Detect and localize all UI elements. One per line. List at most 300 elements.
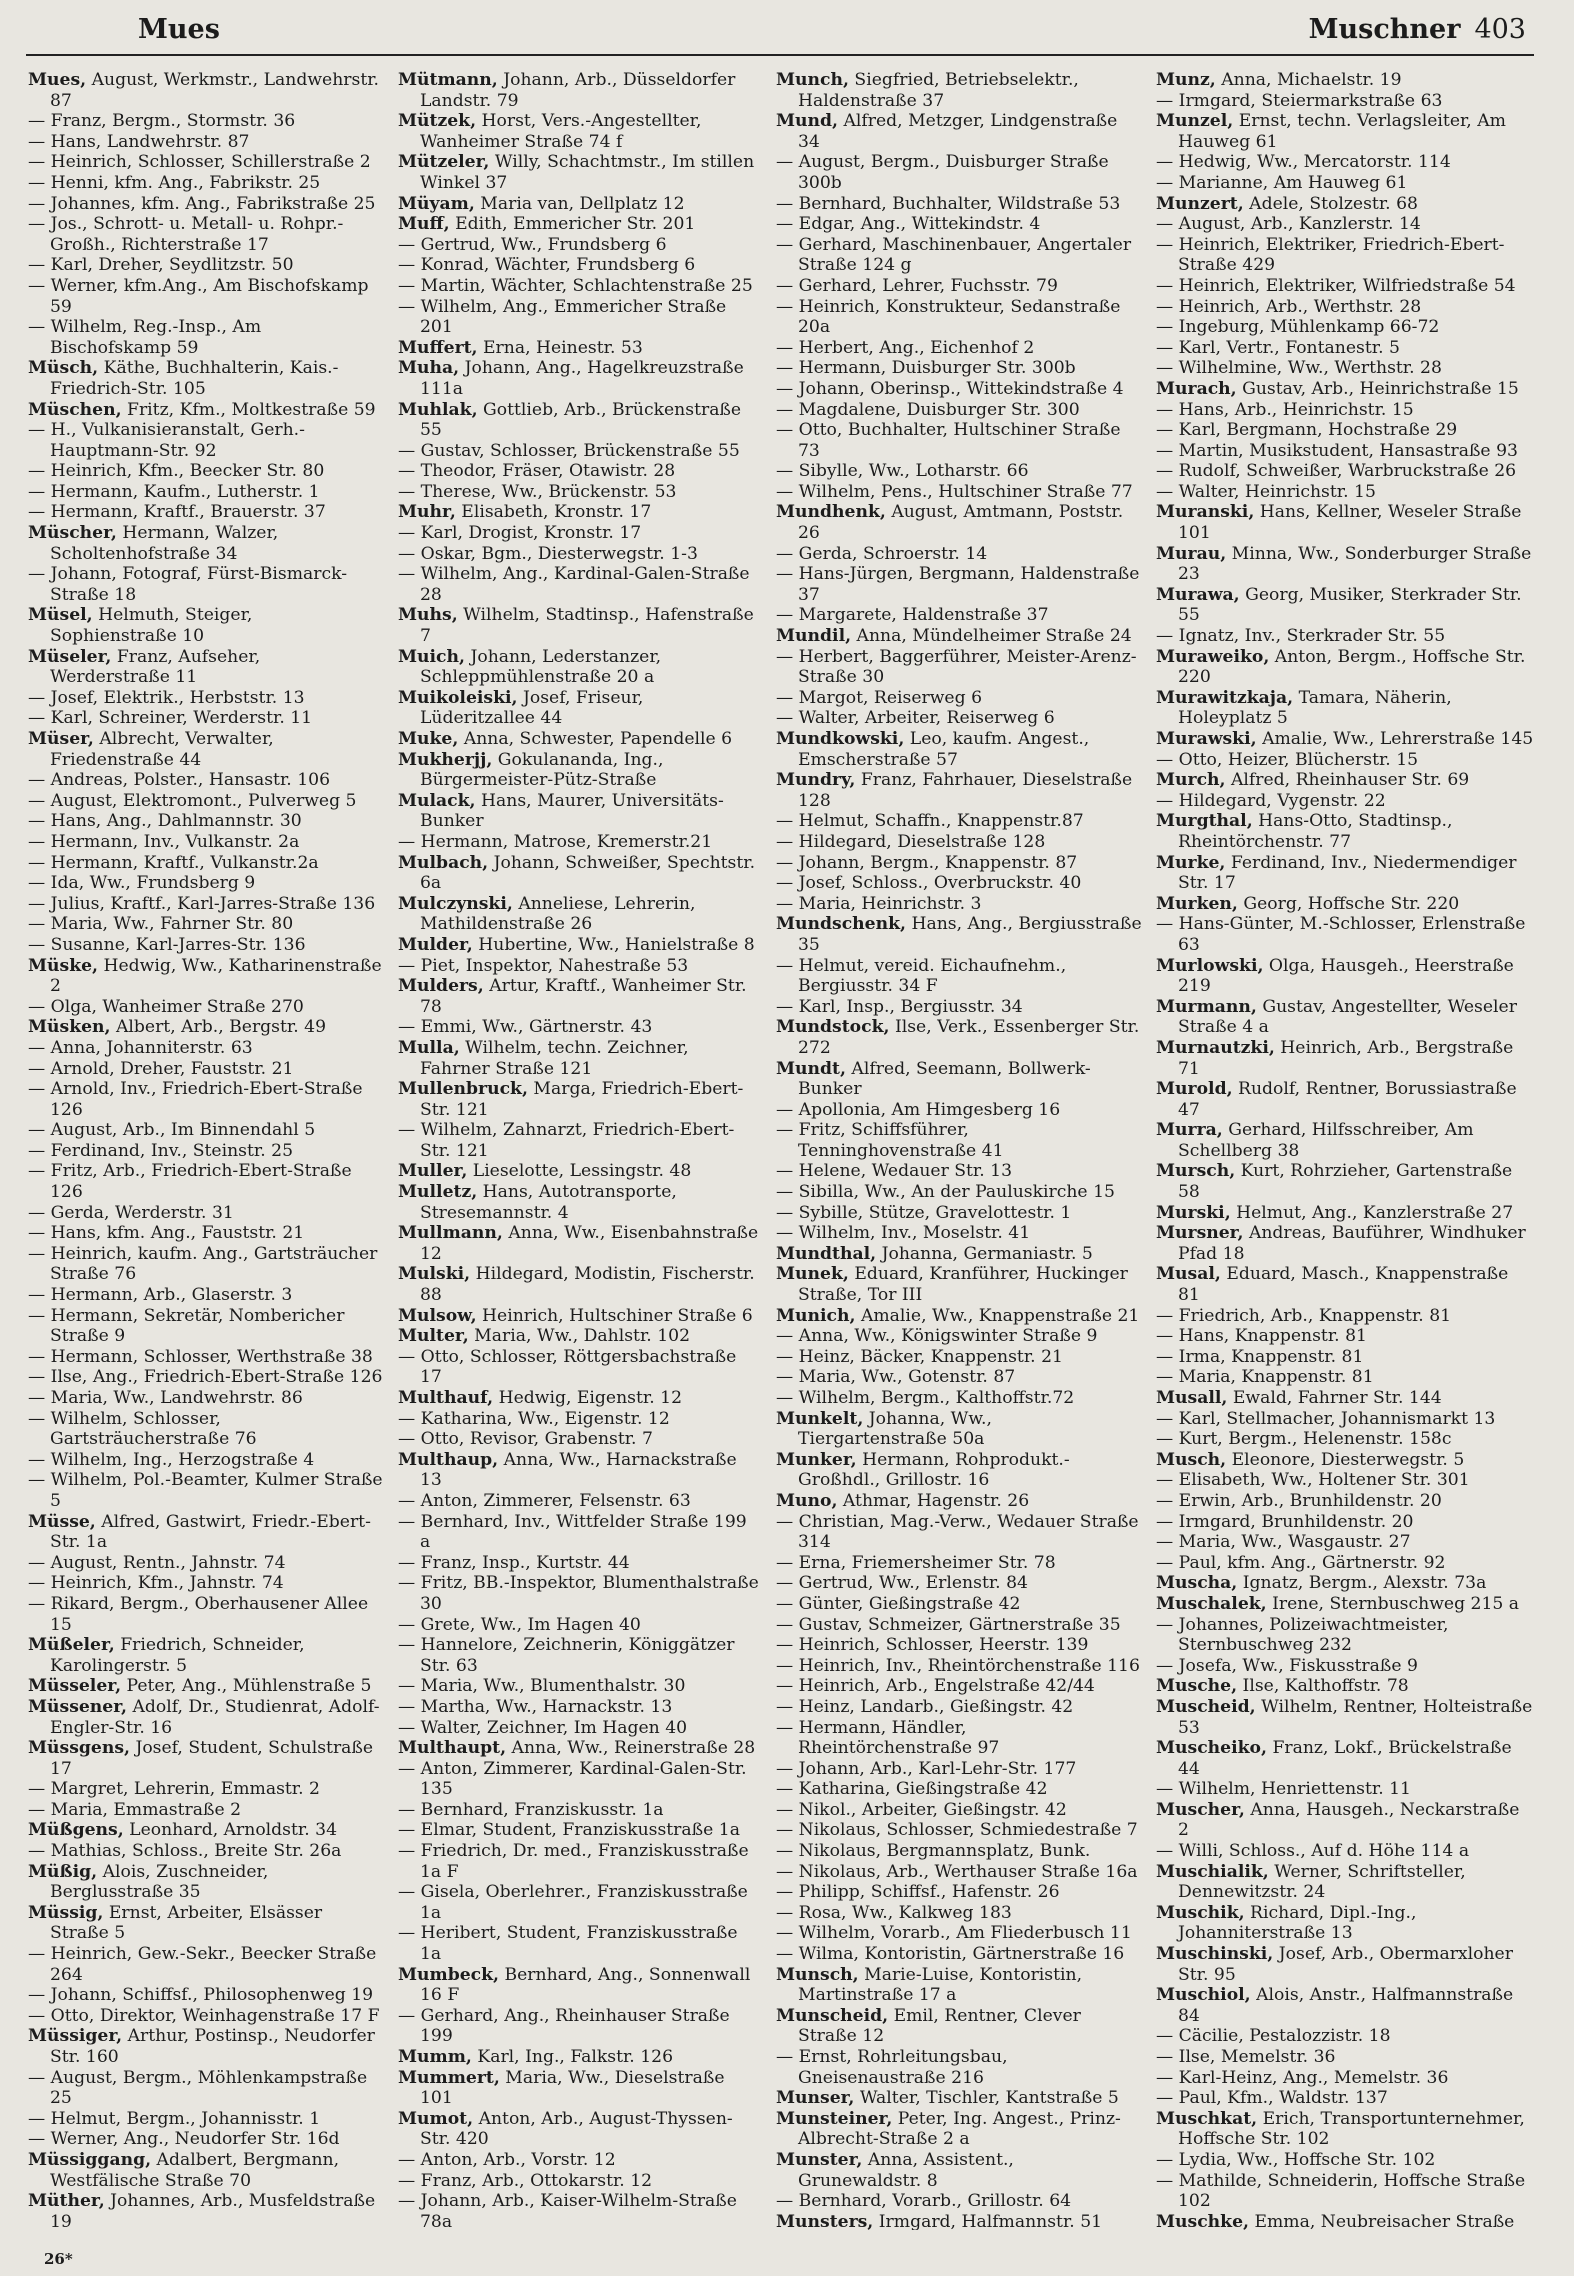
entry-surname: Murawa,	[1156, 584, 1240, 605]
directory-entry	[398, 2109, 760, 2150]
directory-entry	[398, 1388, 760, 1409]
entry-details: — Walter, Arbeiter, Reiserweg 6	[776, 708, 1055, 729]
entry-details: — Theodor, Fräser, Otawistr. 28	[398, 461, 676, 482]
entry-surname: Murau,	[1156, 543, 1227, 564]
directory-entry	[28, 1594, 384, 1635]
directory-entry	[776, 832, 1142, 853]
directory-entry	[776, 2006, 1142, 2047]
entry-details: — Hermann, Duisburger Str. 300b	[776, 358, 1076, 379]
directory-entry	[398, 214, 760, 235]
entry-details: — Hedwig, Ww., Mercatorstr. 114	[1156, 152, 1451, 173]
directory-entry	[776, 2088, 1142, 2109]
entry-details: Anton, Arb., August-Thyssen-Str. 420	[420, 2108, 733, 2150]
directory-entry	[1156, 70, 1534, 91]
entry-details: — Otto, Direktor, Weinhagenstraße 17 F	[28, 2005, 380, 2026]
entry-surname: Mursch,	[1156, 1161, 1236, 1182]
directory-entry	[28, 482, 384, 503]
entry-details: — Bernhard, Vorarb., Grillostr. 64	[776, 2191, 1072, 2212]
entry-details: — Hans-Jürgen, Bergmann, Haldenstraße 37	[776, 564, 1140, 605]
entry-details: — Karl, Vertr., Fontanestr. 5	[1156, 337, 1400, 358]
entry-details: — Ferdinand, Inv., Steinstr. 25	[28, 1140, 294, 1161]
entry-surname: Müsse,	[28, 1511, 96, 1532]
directory-entry	[398, 832, 760, 853]
directory-entry	[398, 1079, 760, 1120]
entry-details: Marie-Luise, Kontoristin, Martinstraße 17 a	[798, 1964, 1083, 2006]
directory-entry	[1156, 1264, 1534, 1305]
entry-surname: Muschalek,	[1156, 1593, 1267, 1614]
entry-details: Edith, Emmericher Str. 201	[449, 214, 696, 235]
directory-entry	[776, 1615, 1142, 1636]
entry-details: — Anton, Arb., Vorstr. 12	[398, 2149, 616, 2170]
directory-entry	[28, 894, 384, 915]
directory-entry	[1156, 2171, 1534, 2212]
directory-entry	[1156, 1903, 1534, 1944]
directory-entry	[1156, 1862, 1534, 1903]
directory-entry	[776, 544, 1142, 565]
directory-entry	[776, 1944, 1142, 1965]
entry-details: Amalie, Ww., Lehrerstraße 145	[1256, 729, 1534, 749]
entry-surname: Mullenbruck,	[398, 1079, 528, 1100]
directory-entry	[1156, 585, 1534, 626]
directory-entry	[1156, 338, 1534, 359]
directory-entry	[28, 1903, 384, 1944]
entry-details: Kurt, Rohrzieher, Gartenstraße 58	[1178, 1161, 1513, 1203]
entry-details: Alois, Zuschneider, Berglusstraße 35	[50, 1861, 269, 1903]
entry-surname: Munscheid,	[776, 2005, 889, 2026]
entry-surname: Munch,	[776, 70, 849, 90]
directory-entry	[28, 255, 384, 276]
entry-details: Hubertine, Ww., Hanielstraße 8	[472, 934, 755, 955]
entry-details: Peter, Ang., Mühlenstraße 5	[121, 1676, 372, 1697]
entry-details: — Ingeburg, Mühlenkamp 66-72	[1156, 317, 1440, 338]
directory-entry	[1156, 956, 1534, 997]
directory-entry	[776, 853, 1142, 874]
entry-details: — Fritz, BB.-Inspektor, Blumenthalstraße 30	[398, 1573, 759, 1614]
directory-entry	[776, 1759, 1142, 1780]
entry-details: — Konrad, Wächter, Frundsberg 6	[398, 255, 696, 276]
entry-details: — Johannes, Polizeiwachtmeister, Sternbuschweg 232	[1156, 1614, 1449, 1656]
entry-details: — Fritz, Schiffsführer, Tenninghovenstraße 41	[776, 1120, 1004, 1161]
entry-details: — Paul, kfm. Ang., Gärtnerstr. 92	[1156, 1552, 1446, 1573]
directory-entry	[776, 1656, 1142, 1677]
directory-entry	[28, 1223, 384, 1244]
entry-surname: Munsch,	[776, 1964, 859, 1985]
entry-details: Karl, Ing., Falkstr. 126	[471, 2047, 674, 2067]
directory-entry	[28, 502, 384, 523]
entry-details: — Hermann, Sekretär, Nombericher Straße 9	[28, 1305, 345, 1347]
entry-details: Georg, Musiker, Sterkrader Str. 55	[1178, 584, 1522, 626]
directory-entry	[398, 2171, 760, 2192]
entry-details: — Gisela, Oberlehrer., Franziskusstraße 1a	[398, 1882, 748, 1923]
directory-entry	[28, 2191, 384, 2230]
directory-entry	[776, 1676, 1142, 1697]
entry-details: — Maria, Heinrichstr. 3	[776, 893, 982, 914]
directory-entry	[1156, 297, 1534, 318]
directory-entry	[398, 111, 760, 152]
entry-details: — Heinrich, Inv., Rheintörchenstraße 116	[776, 1655, 1140, 1676]
entry-details: — Rikard, Bergm., Oberhausener Allee 15	[28, 1593, 369, 1635]
entry-surname: Müssig,	[28, 1902, 104, 1923]
directory-entry	[776, 1120, 1142, 1161]
entry-details: — Friedrich, Dr. med., Franziskusstraße 1a F	[398, 1841, 749, 1882]
directory-entry	[776, 1017, 1142, 1058]
directory-entry	[28, 1985, 384, 2006]
entry-surname: Mund,	[776, 111, 839, 132]
entry-details: Johann, Arb., Düsseldorfer Landstr. 79	[420, 70, 736, 111]
directory-entry	[1156, 1738, 1534, 1779]
directory-entry	[28, 564, 384, 605]
directory-entry	[776, 894, 1142, 915]
directory-entry	[776, 1491, 1142, 1512]
entry-details: — Wilhelm, Reg.-Insp., Am Bischofskamp 59	[28, 317, 262, 358]
entry-details: — Karl, Drogist, Kronstr. 17	[398, 523, 642, 544]
entry-details: August, Amtmann, Poststr. 26	[798, 502, 1124, 544]
entry-surname: Muschialik,	[1156, 1861, 1269, 1882]
directory-entry	[398, 482, 760, 503]
directory-entry	[1156, 111, 1534, 152]
directory-entry	[28, 729, 384, 770]
directory-entry	[398, 1326, 760, 1347]
directory-entry	[398, 1450, 760, 1491]
entry-details: Rudolf, Rentner, Borussiastraße 47	[1178, 1079, 1517, 1120]
entry-details: Irene, Sternbuschweg 215 a	[1266, 1593, 1520, 1614]
entry-details: — Johann, Oberinsp., Wittekindstraße 4	[776, 378, 1124, 399]
directory-entry	[28, 1820, 384, 1841]
directory-entry	[398, 1512, 760, 1553]
entry-details: Gottlieb, Arb., Brückenstraße 55	[420, 399, 742, 441]
directory-entry	[28, 853, 384, 874]
entry-details: Albrecht, Verwalter, Friedenstraße 44	[50, 729, 274, 770]
directory-entry	[776, 564, 1142, 605]
entry-surname: Mulders,	[398, 976, 484, 997]
directory-entry	[398, 1264, 760, 1305]
entry-surname: Muschik,	[1156, 1902, 1245, 1923]
directory-entry	[1156, 1306, 1534, 1327]
entry-details: — Martin, Musikstudent, Hansastraße 93	[1156, 440, 1518, 461]
directory-entry	[1156, 1615, 1534, 1656]
entry-details: Ewald, Fahrner Str. 144	[1227, 1388, 1442, 1408]
directory-entry	[776, 1161, 1142, 1182]
directory-entry	[28, 1017, 384, 1038]
entry-details: — Rudolf, Schweißer, Warbruckstraße 26	[1156, 461, 1517, 482]
entry-surname: Musch,	[1156, 1449, 1227, 1470]
entry-details: Anneliese, Lehrerin, Mathildenstraße 26	[420, 893, 696, 935]
directory-entry	[1156, 997, 1534, 1038]
entry-surname: Muke,	[398, 729, 459, 749]
entry-details: — Henni, kfm. Ang., Fabrikstr. 25	[28, 172, 321, 193]
entry-details: — Heinz, Bäcker, Knappenstr. 21	[776, 1346, 1063, 1367]
directory-entry	[28, 1800, 384, 1821]
directory-entry	[1156, 358, 1534, 379]
directory-entry	[398, 2047, 760, 2068]
entry-surname: Multhauf,	[398, 1388, 494, 1408]
entry-details: — Wilhelm, Ang., Kardinal-Galen-Straße 28	[398, 564, 750, 605]
entry-details: — Otto, Schlosser, Röttgersbachstraße 17	[398, 1346, 737, 1388]
entry-surname: Murnautzki,	[1156, 1037, 1275, 1058]
entry-details: Gustav, Arb., Heinrichstraße 15	[1236, 378, 1519, 399]
entry-details: Hildegard, Modistin, Fischerstr. 88	[420, 1264, 755, 1306]
directory-entry	[1156, 1697, 1534, 1738]
directory-entry	[776, 2047, 1142, 2088]
entry-details: — Walter, Zeichner, Im Hagen 40	[398, 1717, 688, 1738]
entry-details: — Helmut, Bergm., Johannisstr. 1	[28, 2108, 321, 2129]
entry-details: — Fritz, Arb., Friedrich-Ebert-Straße 126	[28, 1161, 352, 1203]
directory-entry	[28, 1512, 384, 1553]
entry-details: — Karl, Dreher, Seydlitzstr. 50	[28, 255, 294, 276]
entry-details: — Irma, Knappenstr. 81	[1156, 1346, 1364, 1367]
entry-surname: Mützeler,	[398, 152, 490, 173]
entry-details: Leonhard, Arnoldstr. 34	[123, 1820, 338, 1841]
entry-details: — Apollonia, Am Himgesberg 16	[776, 1099, 1061, 1120]
directory-entry	[776, 482, 1142, 503]
directory-entry	[1156, 1326, 1534, 1347]
column-2	[398, 70, 760, 2230]
directory-entry	[1156, 1800, 1534, 1841]
entry-details: — Hans, Landwehrstr. 87	[28, 131, 250, 152]
directory-entry	[28, 1944, 384, 1985]
directory-entry	[28, 1038, 384, 1059]
directory-entry	[776, 1800, 1142, 1821]
entry-surname: Muno,	[776, 1490, 838, 1511]
entry-details: — Anna, Johanniterstr. 63	[28, 1037, 253, 1058]
directory-entry	[398, 935, 760, 956]
entry-details: Josef, Arb., Obermarxloher Str. 95	[1178, 1944, 1513, 1985]
entry-surname: Muller,	[398, 1161, 468, 1182]
directory-entry	[1156, 750, 1534, 771]
directory-entry	[1156, 2026, 1534, 2047]
directory-entry	[1156, 729, 1534, 750]
directory-entry	[776, 235, 1142, 276]
entry-details: — Johann, Bergm., Knappenstr. 87	[776, 852, 1078, 873]
entry-details: — Kurt, Bergm., Helenenstr. 158c	[1156, 1429, 1452, 1450]
directory-entry	[1156, 1161, 1534, 1202]
entry-details: — Helene, Wedauer Str. 13	[776, 1161, 1013, 1182]
entry-details: Heinrich, Hultschiner Straße 6	[476, 1305, 753, 1326]
directory-entry	[776, 461, 1142, 482]
entry-details: — August, Bergm., Möhlenkampstraße 25	[28, 2067, 368, 2109]
entry-surname: Musall,	[1156, 1388, 1228, 1408]
directory-entry	[1156, 420, 1534, 441]
entry-surname: Mues,	[28, 70, 87, 90]
entry-surname: Müßig,	[28, 1861, 98, 1882]
entry-details: Hans, Maurer, Universitäts-Bunker	[420, 790, 724, 832]
directory-entry	[398, 400, 760, 441]
entry-details: Marga, Friedrich-Ebert-Str. 121	[420, 1079, 744, 1120]
entry-details: Johanna, Germaniastr. 5	[876, 1243, 1093, 1264]
entry-surname: Musche,	[1156, 1676, 1238, 1697]
entry-details: — Hermann, Schlosser, Werthstraße 38	[28, 1346, 373, 1367]
entry-details: Alfred, Seemann, Bollwerk-Bunker	[798, 1058, 1091, 1100]
directory-entry	[776, 1594, 1142, 1615]
entry-surname: Murold,	[1156, 1079, 1233, 1100]
entry-details: Helmut, Ang., Kanzlerstraße 27	[1230, 1202, 1514, 1223]
entry-details: Minna, Ww., Sonderburger Straße 23	[1178, 543, 1532, 585]
entry-details: — Heinrich, Arb., Werthstr. 28	[1156, 296, 1422, 317]
entry-details: Adolf, Dr., Studienrat, Adolf-Engler-Str. 16	[50, 1696, 380, 1738]
directory-entry	[398, 750, 760, 791]
directory-entry	[1156, 482, 1534, 503]
directory-entry	[28, 1203, 384, 1224]
entry-details: — Werner, kfm.Ang., Am Bischofskamp 59	[28, 275, 369, 317]
entry-surname: Multer,	[398, 1326, 469, 1347]
directory-entry	[776, 1409, 1142, 1450]
entry-details: — Irmgard, Brunhildenstr. 20	[1156, 1511, 1414, 1532]
entry-surname: Muscheiko,	[1156, 1738, 1267, 1759]
directory-entry	[398, 1182, 760, 1223]
entry-details: Johann, Schweißer, Spechtstr. 6a	[420, 852, 756, 894]
entry-details: — Wilhelm, Schlosser, Gartsträucherstraße 76	[28, 1408, 257, 1450]
entry-details: Franz, Lokf., Brückelstraße 44	[1178, 1738, 1512, 1779]
entry-details: — Elisabeth, Ww., Holtener Str. 301	[1156, 1470, 1470, 1491]
entry-details: — Nikol., Arbeiter, Gießingstr. 42	[776, 1799, 1067, 1820]
entry-surname: Murmann,	[1156, 996, 1257, 1017]
header-right	[1309, 14, 1526, 45]
directory-entry	[28, 997, 384, 1018]
entry-details: Adele, Stolzestr. 68	[1243, 193, 1418, 214]
directory-entry	[398, 1615, 760, 1636]
entry-details: — Rosa, Ww., Kalkweg 183	[776, 1902, 1012, 1923]
directory-entry	[776, 1882, 1142, 1903]
entry-surname: Murgthal,	[1156, 811, 1253, 832]
entry-surname: Mumm,	[398, 2047, 472, 2067]
directory-entry	[776, 1367, 1142, 1388]
entry-details: — Wilhelm, Pens., Hultschiner Straße 77	[776, 481, 1133, 502]
directory-entry	[398, 276, 760, 297]
directory-entry	[28, 70, 384, 111]
entry-surname: Muschkat,	[1156, 2108, 1258, 2129]
entry-details: — August, Arb., Im Binnendahl 5	[28, 1120, 316, 1141]
entry-details: — Ignatz, Inv., Sterkrader Str. 55	[1156, 626, 1446, 647]
directory-entry	[398, 729, 760, 750]
entry-details: — Hermann, Händler, Rheintörchenstraße 97	[776, 1717, 1000, 1759]
directory-entry	[1156, 1512, 1534, 1533]
entry-surname: Mütmann,	[398, 70, 498, 90]
directory-entry	[1156, 152, 1534, 173]
directory-entry	[1156, 2212, 1534, 2230]
entry-details: — Hermann, Matrose, Kremerstr.21	[398, 831, 713, 852]
directory-entry	[776, 873, 1142, 894]
directory-entry	[398, 2150, 760, 2171]
entry-details: Anna, Michaelstr. 19	[1215, 70, 1402, 90]
directory-entry	[776, 2109, 1142, 2150]
entry-details: — Paul, Kfm., Waldstr. 137	[1156, 2088, 1388, 2109]
column-1	[28, 70, 384, 2230]
directory-entry	[1156, 1120, 1534, 1161]
entry-details: — Johann, Arb., Karl-Lehr-Str. 177	[776, 1758, 1077, 1779]
entry-surname: Mulletz,	[398, 1182, 478, 1203]
directory-entry	[28, 1573, 384, 1594]
entry-details: — Jos., Schrott- u. Metall- u. Rohpr.-Großh., Richterstraße 17	[28, 214, 344, 255]
entry-details: Hans, Kellner, Weseler Straße 101	[1178, 502, 1522, 544]
directory-entry	[398, 647, 760, 688]
entry-details: — Bernhard, Inv., Wittfelder Straße 199 a	[398, 1511, 747, 1553]
entry-surname: Mundstock,	[776, 1017, 890, 1038]
entry-details: Johannes, Arb., Musfeldstraße 19	[50, 2191, 376, 2230]
directory-entry	[776, 647, 1142, 688]
directory-entry	[776, 1388, 1142, 1409]
entry-surname: Mundthal,	[776, 1243, 877, 1264]
entry-details: Emma, Neubreisacher Straße	[1254, 2211, 1515, 2230]
directory-entry	[28, 770, 384, 791]
directory-entry	[28, 1388, 384, 1409]
entry-details: — Bernhard, Franziskusstr. 1a	[398, 1799, 664, 1820]
entry-surname: Muikoleiski,	[398, 687, 518, 708]
entry-surname: Müßeler,	[28, 1635, 115, 1656]
entry-details: Fritz, Kfm., Moltkestraße 59	[121, 399, 376, 420]
entry-details: — Gertrud, Ww., Erlenstr. 84	[776, 1573, 1028, 1594]
entry-details: — Wilhelm, Ang., Emmericher Straße 201	[398, 296, 727, 338]
entry-details: Hedwig, Eigenstr. 12	[493, 1388, 683, 1408]
entry-details: — Wilhelmine, Ww., Werthstr. 28	[1156, 358, 1442, 379]
entry-details: — Maria, Ww., Blumenthalstr. 30	[398, 1676, 686, 1697]
entry-details: Wilhelm, Rentner, Holteistraße 53	[1178, 1696, 1533, 1738]
entry-details: — Ida, Ww., Frundsberg 9	[28, 873, 256, 894]
entry-details: Franz, Fahrhauer, Dieselstraße 128	[798, 770, 1133, 811]
directory-entry	[1156, 1676, 1534, 1697]
entry-surname: Müseler,	[28, 646, 112, 667]
directory-entry	[776, 70, 1142, 111]
entry-details: — Karl, Schreiner, Werderstr. 11	[28, 708, 313, 729]
directory-entry	[1156, 914, 1534, 955]
entry-details: Ernst, techn. Verlagsleiter, Am Hauweg 61	[1178, 111, 1506, 152]
entry-details: Gokulananda, Ing., Bürgermeister-Pütz-Straße	[420, 749, 664, 791]
entry-details: — Karl, Bergmann, Hochstraße 29	[1156, 420, 1458, 441]
entry-surname: Mukherjj,	[398, 749, 493, 770]
entry-surname: Muschke,	[1156, 2211, 1249, 2230]
entry-details: Willy, Schachtmstr., Im stillen Winkel 37	[420, 152, 755, 193]
entry-details: — Johann, Schiffsf., Philosophenweg 19	[28, 1985, 374, 2006]
directory-entry	[398, 235, 760, 256]
directory-entry	[28, 1450, 384, 1471]
entry-surname: Müssiggang,	[28, 2149, 152, 2170]
directory-entry	[776, 276, 1142, 297]
entry-details: Wilhelm, techn. Zeichner, Fahrner Straße 121	[420, 1037, 689, 1079]
entry-details: Arthur, Postinsp., Neudorfer Str. 160	[50, 2026, 375, 2067]
directory-entry	[776, 2212, 1142, 2230]
entry-details: Anna, Mündelheimer Straße 24	[851, 626, 1132, 647]
directory-entry	[776, 811, 1142, 832]
entry-details: — Erwin, Arb., Brunhildenstr. 20	[1156, 1490, 1442, 1511]
header-last-name: Muschner	[1308, 14, 1461, 45]
directory-entry	[28, 1161, 384, 1202]
entry-details: Anna, Ww., Reinerstraße 28	[506, 1738, 756, 1759]
entry-details: Helmuth, Steiger, Sophienstraße 10	[50, 605, 253, 647]
entry-surname: Munsters,	[776, 2211, 874, 2230]
entry-surname: Mulack,	[398, 790, 476, 811]
directory-entry	[776, 214, 1142, 235]
column-3	[776, 70, 1142, 2230]
entry-surname: Mullmann,	[398, 1223, 503, 1244]
entry-details: Hedwig, Ww., Katharinenstraße 2	[50, 955, 382, 997]
entry-surname: Mursner,	[1156, 1223, 1244, 1244]
directory-entry	[776, 1347, 1142, 1368]
entry-details: — Anton, Zimmerer, Felsenstr. 63	[398, 1490, 691, 1511]
entry-details: Elisabeth, Kronstr. 17	[455, 502, 652, 523]
directory-entry	[1156, 1450, 1534, 1471]
entry-details: — Heinrich, kaufm. Ang., Gartsträucher Straße 76	[28, 1243, 378, 1285]
entry-details: — Heinz, Landarb., Gießingstr. 42	[776, 1696, 1074, 1717]
directory-entry	[28, 688, 384, 709]
entry-details: August, Werkmstr., Landwehrstr. 87	[50, 70, 380, 111]
entry-details: — Piet, Inspektor, Nahestraße 53	[398, 955, 689, 976]
directory-entry	[776, 152, 1142, 193]
entry-details: — Wilhelm, Vorarb., Am Fliederbusch 11	[776, 1923, 1132, 1944]
entry-details: — Johannes, kfm. Ang., Fabrikstraße 25	[28, 193, 376, 214]
directory-entry	[1156, 276, 1534, 297]
entry-details: — Marianne, Am Hauweg 61	[1156, 172, 1408, 193]
entry-details: — Maria, Knappenstr. 81	[1156, 1367, 1374, 1388]
entry-surname: Muhlak,	[398, 399, 478, 420]
